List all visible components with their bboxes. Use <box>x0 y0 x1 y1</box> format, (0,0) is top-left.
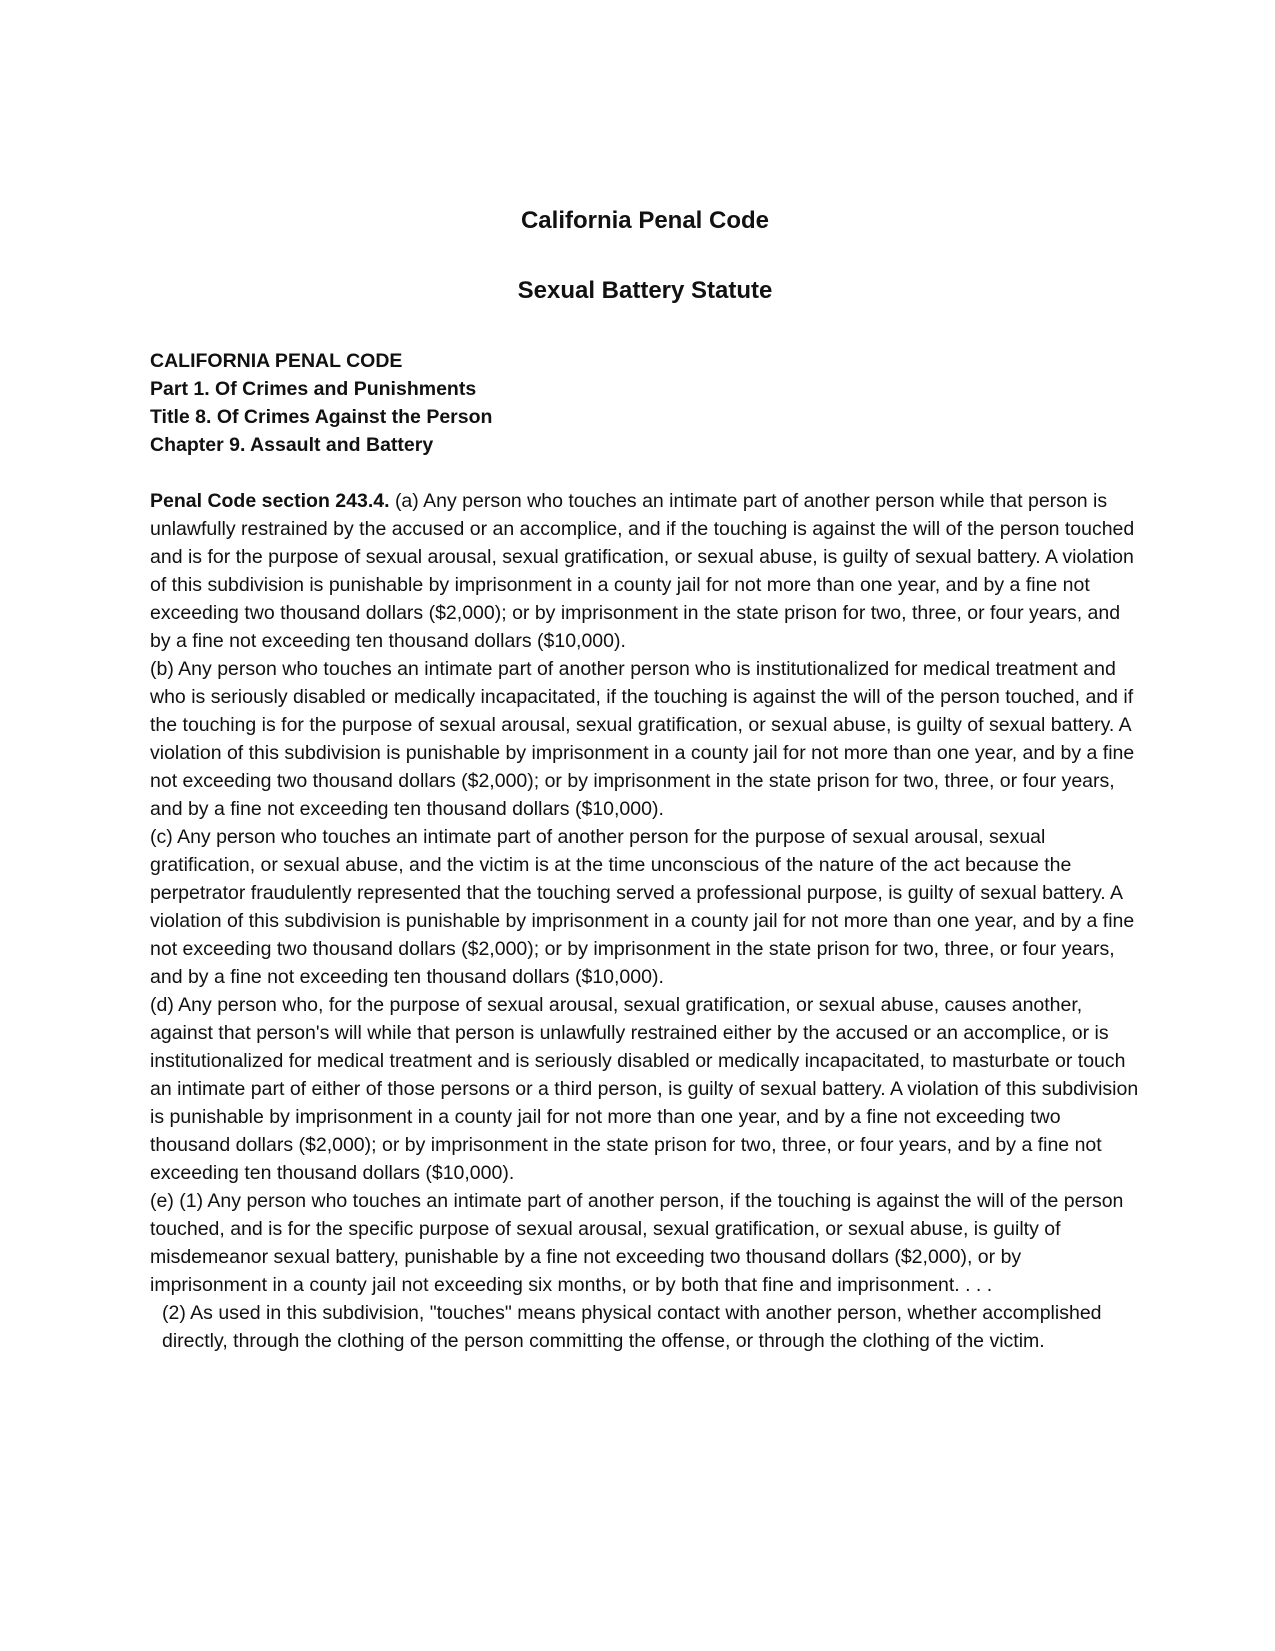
chapter-heading: Chapter 9. Assault and Battery <box>150 434 434 456</box>
section-label: Penal Code section 243.4. <box>150 490 390 512</box>
title-heading: Title 8. Of Crimes Against the Person <box>150 406 493 428</box>
code-name-heading: CALIFORNIA PENAL CODE <box>150 350 403 372</box>
subdivision-a <box>150 487 1140 655</box>
document-subtitle: Sexual Battery Statute <box>517 277 773 304</box>
part-heading: Part 1. Of Crimes and Punishments <box>150 378 477 400</box>
subdivision-e-1: (e) (1) Any person who touches an intimate part of another person, if the touching is against the will of the person touched, and is for the specific purpose of sexual arousal, sexual gratification, or sexual abuse, is guilty of misdemeanor sexual battery, punishable by a fine not exceeding two thousand dollars ($2,000), or by imprisonment in a county jail not exceeding six months, or by both that fine and imprisonment. . . . <box>150 1190 1124 1296</box>
subdivision-b: (b) Any person who touches an intimate part of another person who is institutionalized for medical treatment and who is seriously disabled or medically incapacitated, if the touching is against the will of the person touched, and if the touching is for the purpose of sexual arousal, sexual gratification, or sexual abuse, is guilty of sexual battery. A violation of this subdivision is punishable by imprisonment in a county jail for not more than one year, and by a fine not exceeding two thousand dollars ($2,000); or by imprisonment in the state prison for two, three, or four years, and by a fine not exceeding ten thousand dollars ($10,000). <box>150 658 1135 820</box>
document-page <box>150 205 1140 1355</box>
document-title: California Penal Code <box>520 207 770 234</box>
subdivision-a-text: (a) Any person who touches an intimate part of another person while that person is unlawfully restrained by the accused or an accomplice, and if the touching is against the will of the person touched and is for the purpose of sexual arousal, sexual gratification, or sexual abuse, is guilty of sexual battery. A violation of this subdivision is punishable by imprisonment in a county jail for not more than one year, and by a fine not exceeding two thousand dollars ($2,000); or by imprisonment in the state prison for two, three, or four years, and by a fine not exceeding ten thousand dollars ($10,000). <box>150 490 1135 652</box>
subdivision-d: (d) Any person who, for the purpose of sexual arousal, sexual gratification, or sexual abuse, causes another, against that person's will while that person is unlawfully restrained either by the accused or an accomplice, or is institutionalized for medical treatment and is seriously disabled or medically incapacitated, to masturbate or touch an intimate part of either of those persons or a third person, is guilty of sexual battery. A violation of this subdivision is punishable by imprisonment in a county jail for not more than one year, and by a fine not exceeding two thousand dollars ($2,000); or by imprisonment in the state prison for two, three, or four years, and by a fine not exceeding ten thousand dollars ($10,000). <box>150 994 1139 1184</box>
statute-text <box>150 487 1140 1355</box>
subdivision-e-2: (2) As used in this subdivision, "touches" means physical contact with another person, whether accomplished directly, through the clothing of the person committing the offense, or through the clothing of the victim. <box>162 1302 1102 1352</box>
subdivision-c: (c) Any person who touches an intimate part of another person for the purpose of sexual arousal, sexual gratification, or sexual abuse, and the victim is at the time unconscious of the nature of the act because the perpetrator fraudulently represented that the touching served a professional purpose, is guilty of sexual battery. A violation of this subdivision is punishable by imprisonment in a county jail for not more than one year, and by a fine not exceeding two thousand dollars ($2,000); or by imprisonment in the state prison for two, three, or four years, and by a fine not exceeding ten thousand dollars ($10,000). <box>150 826 1135 988</box>
code-hierarchy <box>150 347 1140 459</box>
